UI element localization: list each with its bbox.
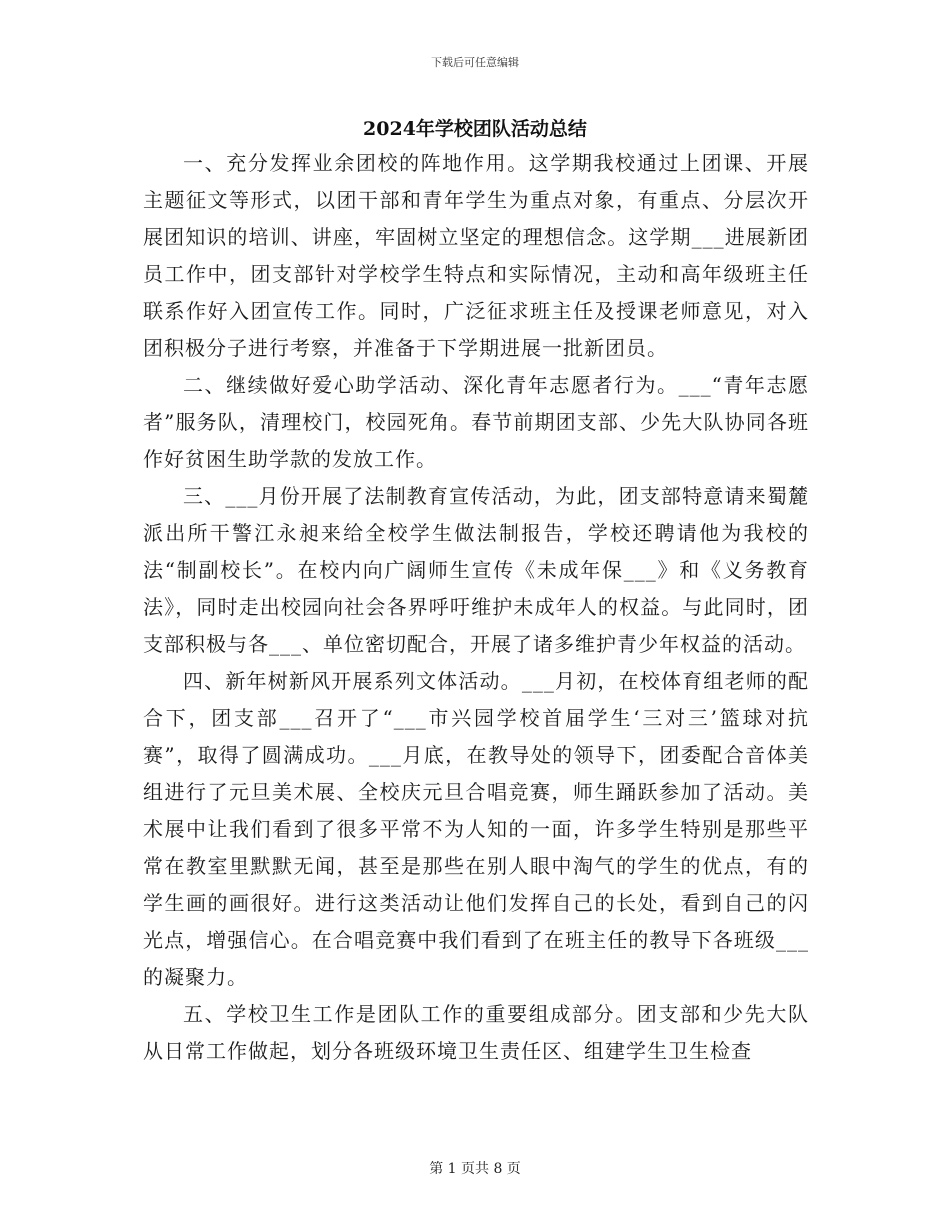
paragraph-5: 五、学校卫生工作是团队工作的重要组成部分。团支部和少先大队从日常工作做起，划分各班级环境卫生责任区、组建学生卫生检查 — [143, 1002, 809, 1063]
paragraph-3: 三、___月份开展了法制教育宣传活动，为此，团支部特意请来蜀麓派出所干警江永昶来给全校学生做法制报告，学校还聘请他为我校的法“制副校长”。在校内向广阔师生宣传《未成年保___》和《义务教育法》，同时走出校园向社会各界呼吁维护未成年人的权益。与此同时，团支部积极与各___、单位密切配合，开展了诸多维护青少年权益的活动。 — [143, 484, 809, 656]
paragraph-2: 二、继续做好爱心助学活动、深化青年志愿者行为。___“青年志愿者”服务队，清理校门，校园死角。春节前期团支部、少先大队协同各班作好贫困生助学款的发放工作。 — [143, 373, 809, 471]
document-body — [143, 145, 809, 1070]
page-number: 第 1 页共 8 页 — [429, 1161, 521, 1177]
header-note: 下载后可任意编辑 — [431, 56, 519, 69]
paragraph-4: 四、新年树新风开展系列文体活动。___月初，在校体育组老师的配合下，团支部___召开了“___市兴园学校首届学生‘三对三’篮球对抗赛”，取得了圆满成功。___月底，在教导处的领导下，团委配合音体美组进行了元旦美术展、全校庆元旦合唱竞赛，师生踊跃参加了活动。美术展中让我们看到了很多平常不为人知的一面，许多学生特别是那些平常在教室里默默无闻，甚至是那些在别人眼中淘气的学生的优点，有的学生画的画很好。进行这类活动让他们发挥自己的长处，看到自己的闪光点，增强信心。在合唱竞赛中我们看到了在班主任的教导下各班级___的凝聚力。 — [143, 669, 809, 989]
paragraph-1: 一、充分发挥业余团校的阵地作用。这学期我校通过上团课、开展主题征文等形式，以团干部和青年学生为重点对象，有重点、分层次开展团知识的培训、讲座，牢固树立坚定的理想信念。这学期___进展新团员工作中，团支部针对学校学生特点和实际情况，主动和高年级班主任联系作好入团宣传工作。同时，广泛征求班主任及授课老师意见，对入团积极分子进行考察，并准备于下学期进展一批新团员。 — [143, 151, 809, 360]
document-title: 2024年学校团队活动总结 — [363, 118, 587, 140]
